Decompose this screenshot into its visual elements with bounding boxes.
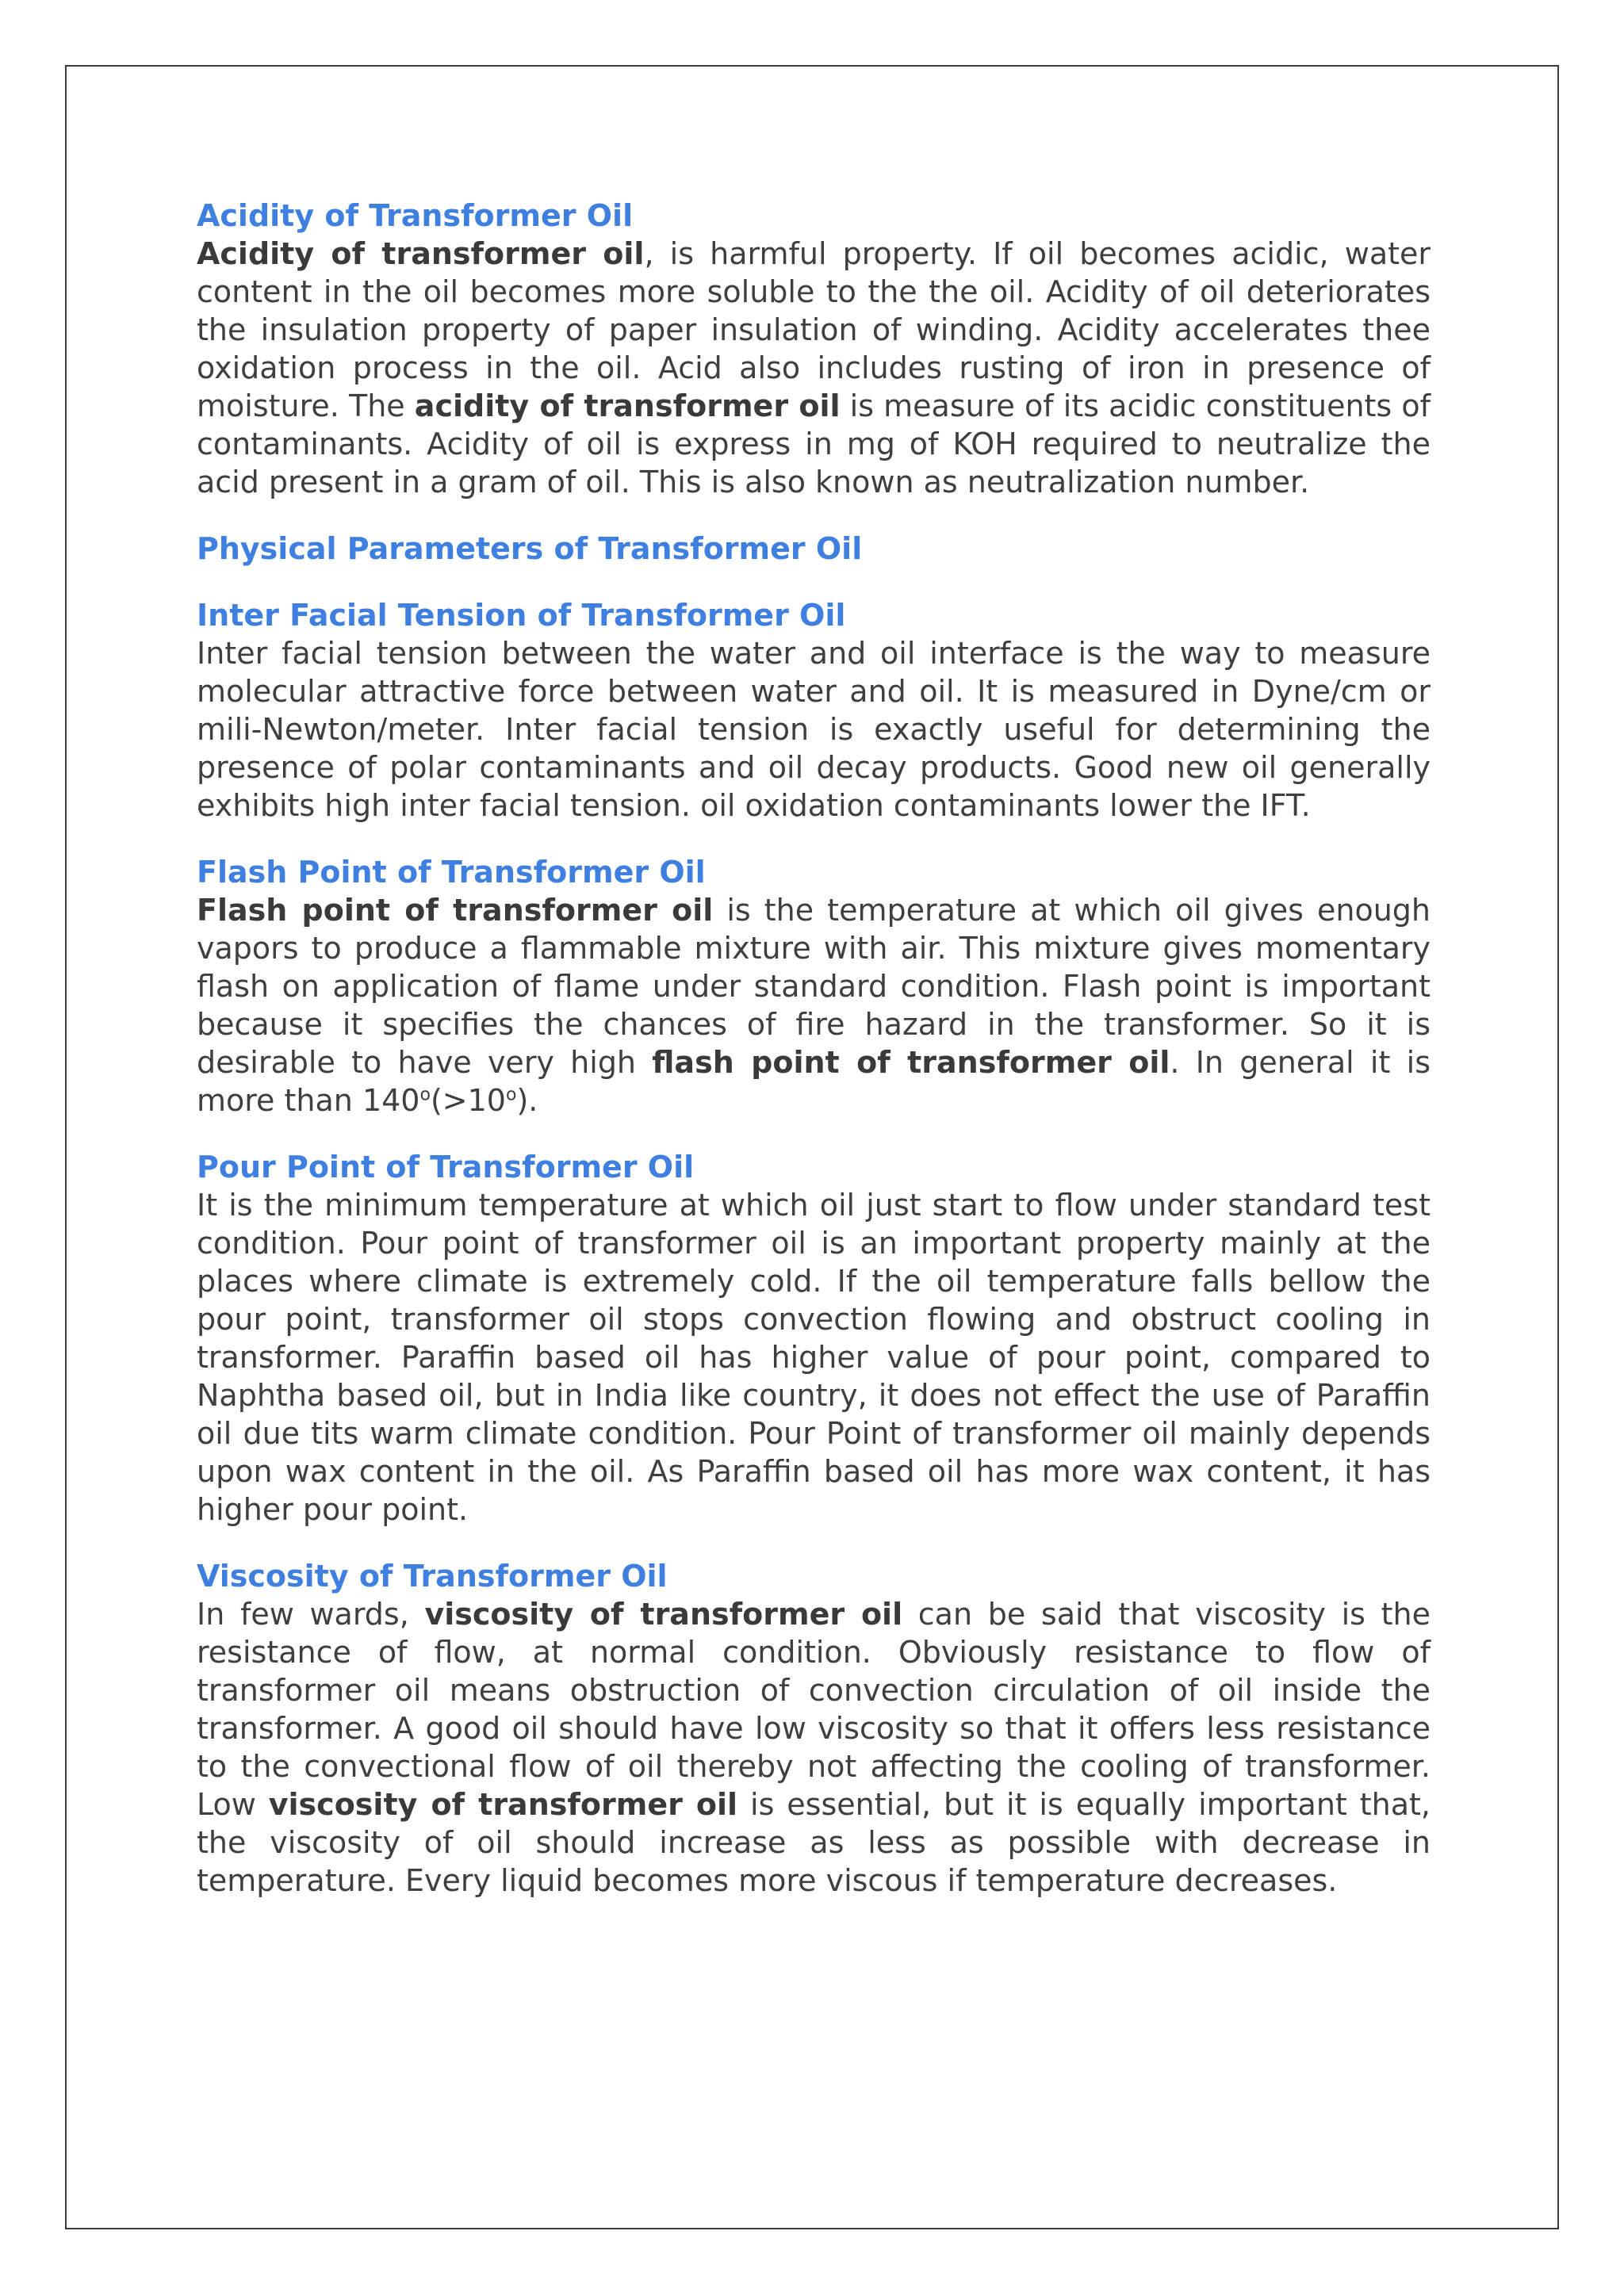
heading-physical-parameters: Physical Parameters of Transformer Oil [197, 531, 863, 566]
text-run: is measure of its acidic constituents of contaminants. Acidity of oil is express in mg of KOH required to neutralize the acid present in a gram of oil. This is also known as neutralization number. [197, 388, 1431, 499]
heading-flash-point: Flash Point of Transformer Oil [197, 855, 706, 890]
section-flash-point [197, 853, 1431, 1119]
paragraph-flash-point [197, 891, 1431, 1119]
text-run: , is harmful property. If oil becomes acidic, water content in the oil becomes more soluble to the the oil. Acidity of oil deteriorates the insulation property of paper insulation of winding. Acidity accelerates thee oxidation process in the oil. Acid also includes rusting of iron in presence of moisture. The [197, 236, 1431, 423]
section-inter-facial-tension [197, 596, 1431, 825]
heading-inter-facial-tension: Inter Facial Tension of Transformer Oil [197, 598, 846, 633]
paragraph-pour-point [197, 1186, 1431, 1529]
degree-superscript: o [505, 1085, 517, 1105]
bold-term: Flash point of transformer oil [197, 893, 714, 928]
bold-term: viscosity of transformer oil [268, 1787, 738, 1822]
text-run: Inter facial tension between the water and oil interface is the way to measure molecular attractive force between water and oil. It is measured in Dyne/cm or mili-Newton/meter. Inter facial tension is exactly useful for determining the presence of polar contaminants and oil decay products. Good new oil generally exhibits high inter facial tension. oil oxidation contaminants lower the IFT. [197, 636, 1431, 823]
text-run: is the temperature at which oil gives enough vapors to produce a flammable mixture with air. This mixture gives momentary flash on application of flame under standard condition. Flash point is important because it specifies the chances of fire hazard in the transformer. So it is desirable to have very high [197, 893, 1431, 1080]
text-run: In few wards, [197, 1597, 425, 1632]
section-viscosity [197, 1557, 1431, 1900]
heading-viscosity: Viscosity of Transformer Oil [197, 1559, 668, 1594]
text-run: It is the minimum temperature at which oil just start to flow under standard test condition. Pour point of transformer oil is an important property mainly at the places where climate is extremely cold. If the oil temperature falls bellow the pour point, transformer oil stops convection flowing and obstruct cooling in transformer. Paraffin based oil has higher value of pour point, compared to Naphtha based oil, but in India like country, it does not effect the use of Paraffin oil due tits warm climate condition. Pour Point of transformer oil mainly depends upon wax content in the oil. As Paraffin based oil has more wax content, it has higher pour point. [197, 1188, 1431, 1527]
bold-term: flash point of transformer oil [652, 1045, 1170, 1080]
text-run: is essential, but it is equally important that, the viscosity of oil should increase as less as possible with decrease in temperature. Every liquid becomes more viscous if temperature decreases. [197, 1787, 1431, 1898]
bold-term: Acidity of transformer oil [197, 236, 645, 271]
document-body [197, 197, 1431, 1928]
text-run: ). [516, 1083, 538, 1118]
text-run: . In general it is more than 140 [197, 1045, 1431, 1118]
section-acidity [197, 197, 1431, 501]
paragraph-inter-facial-tension [197, 634, 1431, 825]
text-run: (>10 [430, 1083, 506, 1118]
degree-superscript: o [419, 1085, 431, 1105]
bold-term: viscosity of transformer oil [424, 1597, 903, 1632]
section-pour-point [197, 1148, 1431, 1529]
text-run: can be said that viscosity is the resistance of flow, at normal condition. Obviously resistance to flow of transformer oil means obstruction of convection circulation of oil inside the transformer. A good oil should have low viscosity so that it offers less resistance to the convectional flow of oil thereby not affecting the cooling of transformer. Low [197, 1597, 1431, 1822]
paragraph-viscosity [197, 1595, 1431, 1900]
paragraph-acidity [197, 235, 1431, 501]
heading-pour-point: Pour Point of Transformer Oil [197, 1150, 695, 1184]
bold-term: acidity of transformer oil [414, 388, 841, 423]
heading-acidity: Acidity of Transformer Oil [197, 198, 634, 233]
